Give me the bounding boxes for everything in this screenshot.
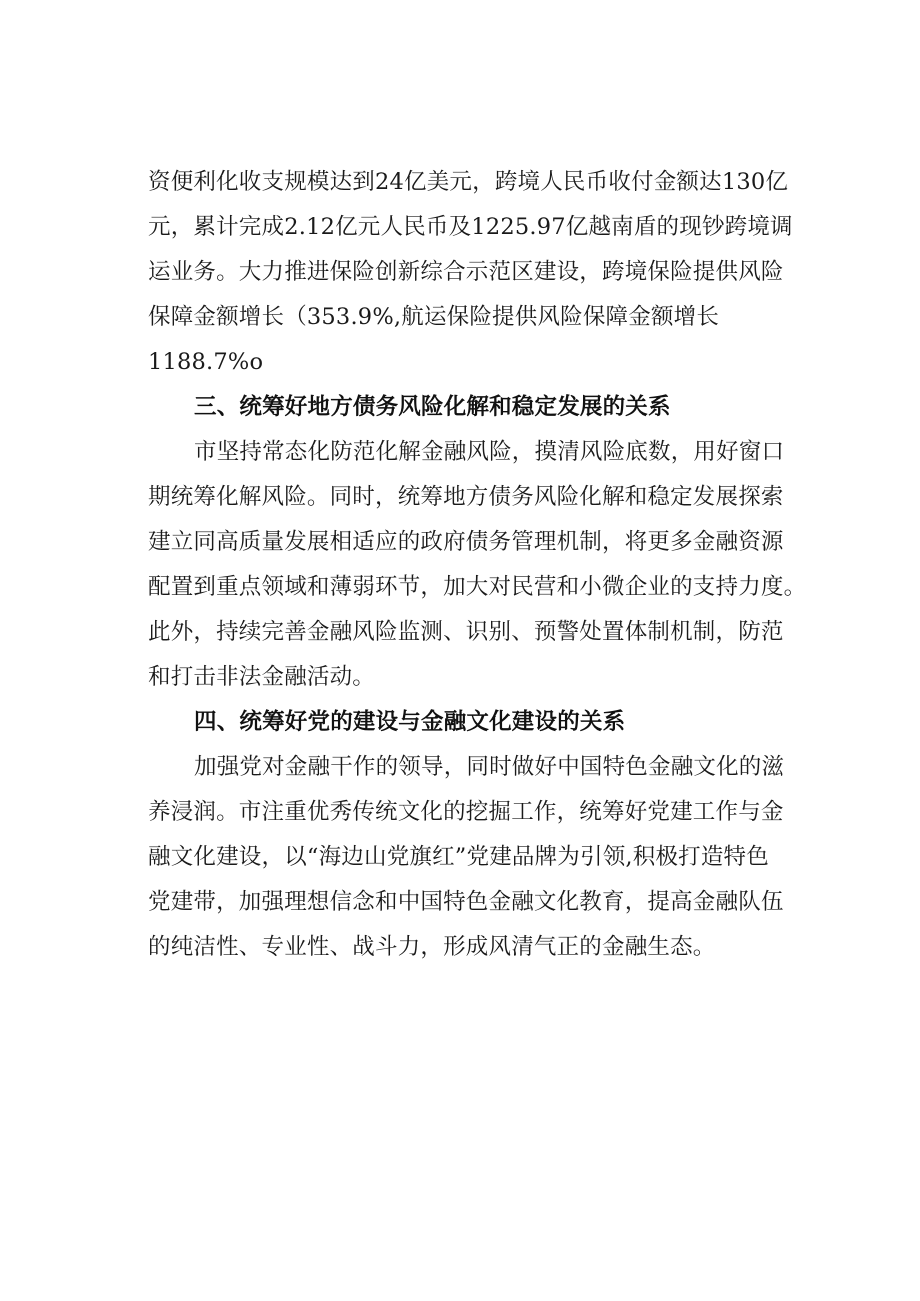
text-line: 融文化建设，以“海边山党旗红”党建品牌为引领,积极打造特色: [148, 844, 769, 870]
text-line: 配置到重点领域和薄弱环节，加大对民营和小微企业的支持力度。: [148, 574, 807, 600]
section-4-heading: 四、统筹好党的建设与金融文化建设的关系: [194, 709, 626, 735]
text-line: 市坚持常态化防范化解金融风险，摸清风险底数，用好窗口: [194, 439, 785, 465]
section-4-paragraph: [148, 745, 800, 970]
text-line: 资便利化收支规模达到24亿美元，跨境人民币收付金额达130亿: [148, 169, 789, 195]
text-line: 养浸润。市注重优秀传统文化的挖掘工作，统筹好党建工作与金: [148, 799, 784, 825]
text-line: 此外，持续完善金融风险监测、识别、预警处置体制机制，防范: [148, 619, 784, 645]
text-line: 1188.7%o: [148, 349, 264, 375]
section-3-heading: 三、统筹好地方债务风险化解和稳定发展的关系: [194, 394, 671, 420]
text-line: 加强党对金融干作的领导，同时做好中国特色金融文化的滋: [194, 754, 785, 780]
document-body: [148, 160, 807, 970]
text-line: 党建带，加强理想信念和中国特色金融文化教育，提高金融队伍: [148, 889, 784, 915]
section-3-paragraph: [148, 430, 807, 700]
paragraph-1: [148, 160, 800, 385]
text-line: 期统筹化解风险。同时，统筹地方债务风险化解和稳定发展探索: [148, 484, 784, 510]
text-line: 保障金额增长（353.9%,航运保险提供风险保障金额增长: [148, 304, 720, 330]
text-line: 和打击非法金融活动。: [148, 664, 376, 690]
text-line: 的纯洁性、专业性、战斗力，形成风清气正的金融生态。: [148, 934, 716, 960]
text-line: 建立同高质量发展相适应的政府债务管理机制，将更多金融资源: [148, 529, 784, 555]
text-line: 元，累计完成2.12亿元人民币及1225.97亿越南盾的现钞跨境调: [148, 214, 793, 240]
text-line: 运业务。大力推进保险创新综合示范区建设，跨境保险提供风险: [148, 259, 784, 285]
